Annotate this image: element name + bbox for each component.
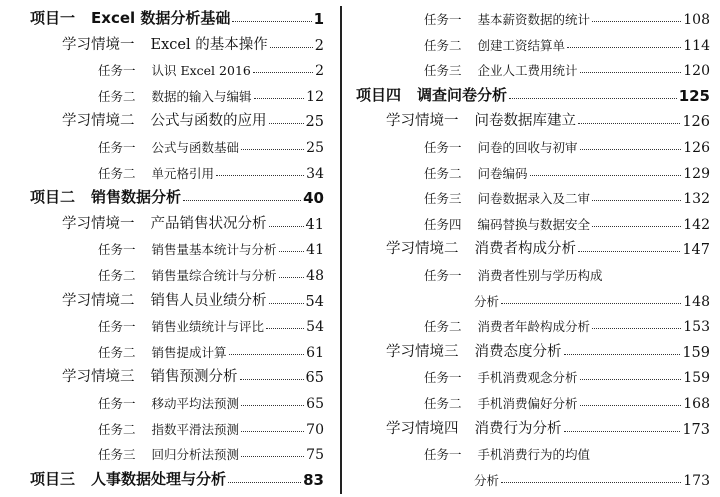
dot-leader xyxy=(241,148,304,150)
toc-entry-text: 数据的输入与编辑 xyxy=(151,88,252,104)
toc-entry-label: 任务一 xyxy=(424,12,462,27)
page-number: 54 xyxy=(306,319,324,336)
toc-entry-text: 销售量综合统计与分析 xyxy=(151,268,277,283)
toc-entry-text: 移动平均法预测 xyxy=(151,396,240,411)
dot-leader xyxy=(567,46,681,48)
toc-entry-title xyxy=(356,84,509,105)
toc-entry-title xyxy=(474,471,501,489)
toc-entry-label: 任务二 xyxy=(98,344,136,360)
dot-leader xyxy=(232,20,311,22)
toc-entry-title xyxy=(98,138,241,156)
page-number: 147 xyxy=(682,242,710,259)
dot-leader xyxy=(578,250,680,252)
toc-entry-label: 项目四 xyxy=(356,85,402,104)
toc-entry-title xyxy=(98,164,216,182)
toc-entry-text: 消费者构成分析 xyxy=(474,241,576,258)
toc-entry[interactable] xyxy=(0,160,338,182)
toc-entry-title xyxy=(98,420,241,438)
toc-entry[interactable] xyxy=(0,108,338,130)
toc-entry-text: 指数平滑法预测 xyxy=(151,421,240,437)
toc-entry-title xyxy=(62,289,269,310)
toc-entry-title xyxy=(386,417,564,438)
dot-leader xyxy=(564,353,681,355)
toc-entry-title xyxy=(30,468,228,489)
page-number: 12 xyxy=(306,88,324,105)
toc-entry-title xyxy=(424,317,592,335)
page-number: 40 xyxy=(303,189,324,208)
toc-entry[interactable] xyxy=(346,6,720,28)
dot-leader xyxy=(279,250,305,252)
toc-entry-text: 销售业绩统计与评比 xyxy=(151,319,265,335)
toc-entry-label: 任务一 xyxy=(98,319,136,335)
toc-entry-title xyxy=(98,240,279,258)
page-number: 83 xyxy=(303,470,324,489)
toc-entry-text: 问卷编码 xyxy=(477,165,528,181)
toc-entry-title xyxy=(424,164,530,182)
toc-entry-text: 手机消费观念分析 xyxy=(477,370,578,386)
toc-entry-title xyxy=(98,61,253,79)
toc-entry-label: 项目二 xyxy=(30,188,76,207)
toc-entry-title xyxy=(424,10,592,28)
toc-entry-text: Excel 的基本操作 xyxy=(150,36,268,53)
dot-leader xyxy=(501,302,681,304)
dot-leader xyxy=(592,327,681,329)
toc-entry-text: 认识 Excel 2016 xyxy=(151,63,251,79)
dot-leader xyxy=(501,481,681,483)
toc-entry-title xyxy=(424,394,580,412)
toc-entry-title xyxy=(98,394,241,412)
dot-leader xyxy=(592,225,681,227)
toc-entry-label: 任务一 xyxy=(98,396,136,411)
dot-leader xyxy=(580,404,682,406)
page-number: 25 xyxy=(306,140,324,156)
toc-entry[interactable] xyxy=(346,288,720,310)
page-number: 2 xyxy=(315,63,324,80)
toc-entry-title xyxy=(98,266,279,284)
toc-entry[interactable] xyxy=(0,6,338,28)
toc-entry-label: 学习情境四 xyxy=(386,420,459,437)
toc-entry-text: Excel 数据分析基础 xyxy=(91,9,231,27)
page-number: 34 xyxy=(306,165,324,182)
toc-entry-title xyxy=(424,189,592,207)
page-number: 159 xyxy=(682,344,710,361)
column-divider xyxy=(340,6,342,494)
toc-entry[interactable] xyxy=(346,339,720,361)
toc-entry-label: 任务三 xyxy=(424,191,462,207)
toc-entry-label: 学习情境三 xyxy=(62,369,135,386)
toc-entry-text: 消费态度分析 xyxy=(474,343,562,360)
toc-entry[interactable] xyxy=(0,416,338,438)
toc-entry-title xyxy=(30,186,183,207)
toc-entry-title xyxy=(98,445,241,463)
toc-entry-title xyxy=(386,237,578,258)
toc-entry-label: 学习情境二 xyxy=(62,292,135,309)
page-number: 48 xyxy=(306,268,324,284)
toc-entry[interactable] xyxy=(0,57,338,79)
toc-entry-text: 销售预测分析 xyxy=(150,369,238,386)
toc-entry-title xyxy=(424,368,580,386)
toc-entry-text: 编码替换与数据安全 xyxy=(477,216,591,232)
toc-entry[interactable] xyxy=(0,211,338,233)
dot-leader xyxy=(578,122,680,124)
toc-entry[interactable] xyxy=(0,467,338,489)
toc-entry-text: 销售人员业绩分析 xyxy=(150,292,267,309)
toc-entry-text: 消费者年龄构成分析 xyxy=(477,319,591,335)
toc-entry-label: 任务一 xyxy=(424,447,462,463)
toc-entry[interactable] xyxy=(346,108,720,130)
toc-entry-text: 公式与函数基础 xyxy=(151,140,240,155)
toc-entry-label: 任务一 xyxy=(424,268,462,283)
toc-entry[interactable] xyxy=(346,467,720,489)
toc-entry-label: 任务二 xyxy=(98,268,136,283)
dot-leader xyxy=(564,430,681,432)
page-number: 173 xyxy=(683,472,710,489)
toc-entry-text: 调查问卷分析 xyxy=(417,85,508,104)
toc-entry-text: 消费行为分析 xyxy=(474,420,562,437)
toc-entry[interactable] xyxy=(0,83,338,105)
toc-entry-text: 问卷数据录入及二审 xyxy=(477,191,591,207)
page-number: 173 xyxy=(682,421,710,438)
toc-entry-text: 基本薪资数据的统计 xyxy=(477,12,591,27)
toc-entry-label: 学习情境三 xyxy=(386,343,459,360)
toc-entry[interactable] xyxy=(346,236,720,258)
page-number: 108 xyxy=(683,12,710,28)
page-number: 65 xyxy=(306,396,324,412)
toc-entry-label: 任务三 xyxy=(98,447,136,463)
page-number: 1 xyxy=(313,10,324,28)
toc-entry-title xyxy=(98,87,254,105)
toc-entry-label: 任务四 xyxy=(424,216,462,232)
dot-leader xyxy=(241,430,304,432)
dot-leader xyxy=(266,327,304,329)
toc-entry-label: 任务一 xyxy=(424,140,462,155)
toc-entry-label: 任务二 xyxy=(424,319,462,335)
toc-entry-label: 任务二 xyxy=(424,37,462,53)
toc-entry-text: 销售数据分析 xyxy=(91,188,182,207)
toc-entry[interactable] xyxy=(0,32,338,54)
dot-leader xyxy=(229,353,305,355)
toc-entry[interactable] xyxy=(0,288,338,310)
dot-leader xyxy=(592,199,681,201)
page-number: 159 xyxy=(683,370,710,387)
page-number: 142 xyxy=(683,216,710,233)
page-number: 126 xyxy=(682,114,710,131)
toc-entry-text: 消费者性别与学历构成 xyxy=(477,268,603,283)
toc-entry-label: 任务二 xyxy=(98,421,136,437)
toc-entry[interactable] xyxy=(0,390,338,412)
dot-leader xyxy=(269,302,304,304)
toc-entry-label: 任务二 xyxy=(98,165,136,181)
page-number: 153 xyxy=(683,319,710,336)
toc-entry-text: 公式与函数的应用 xyxy=(150,113,267,130)
dot-leader xyxy=(216,174,304,176)
toc-entry-label: 任务一 xyxy=(98,63,136,79)
toc-entry-text: 手机消费偏好分析 xyxy=(477,396,578,411)
toc-entry[interactable] xyxy=(0,134,338,156)
dot-leader xyxy=(270,46,313,48)
toc-entry[interactable] xyxy=(0,339,338,361)
page-number: 61 xyxy=(306,344,324,361)
page-number: 75 xyxy=(306,447,324,464)
toc-entry[interactable] xyxy=(346,262,720,284)
toc-entry-text: 企业人工费用统计 xyxy=(477,63,578,79)
dot-leader xyxy=(530,174,682,176)
toc-entry-label: 学习情境一 xyxy=(62,36,135,53)
page-number: 54 xyxy=(305,293,324,310)
toc-entry[interactable] xyxy=(346,32,720,54)
toc-entry[interactable] xyxy=(0,236,338,258)
toc-entry-text: 分析 xyxy=(474,472,500,488)
dot-leader xyxy=(269,122,304,124)
toc-entry-title xyxy=(62,212,269,233)
toc-entry[interactable] xyxy=(346,134,720,156)
page-number: 70 xyxy=(306,421,324,438)
toc-entry-title xyxy=(62,33,270,54)
toc-entry-label: 任务二 xyxy=(424,396,462,411)
toc-entry[interactable] xyxy=(0,313,338,335)
dot-leader xyxy=(269,225,304,227)
toc-entry-label: 任务一 xyxy=(424,370,462,386)
toc-entry-text: 分析 xyxy=(474,293,500,309)
toc-entry-title xyxy=(386,340,564,361)
dot-leader xyxy=(592,20,681,22)
toc-entry-label: 任务三 xyxy=(424,63,462,79)
toc-entry-text: 回归分析法预测 xyxy=(151,447,240,463)
toc-entry-text: 手机消费行为的均值 xyxy=(477,447,591,463)
page-number: 25 xyxy=(305,114,324,131)
toc-entry[interactable] xyxy=(346,185,720,207)
toc-entry-text: 创建工资结算单 xyxy=(477,37,566,53)
page-number: 41 xyxy=(306,242,324,259)
toc-entry-label: 学习情境二 xyxy=(386,241,459,258)
toc-entry-title xyxy=(424,266,605,284)
page-number: 129 xyxy=(683,165,710,182)
toc-entry[interactable] xyxy=(346,57,720,79)
dot-leader xyxy=(241,455,304,457)
toc-entry-label: 项目一 xyxy=(30,9,76,27)
page-number: 126 xyxy=(683,140,710,156)
dot-leader xyxy=(253,71,313,73)
toc-entry[interactable] xyxy=(0,185,338,207)
toc-entry[interactable] xyxy=(346,441,720,463)
dot-leader xyxy=(279,276,305,278)
toc-entry-title xyxy=(424,445,592,463)
dot-leader xyxy=(580,71,682,73)
toc-entry-text: 问卷数据库建立 xyxy=(474,113,576,130)
toc-entry-text: 产品销售状况分析 xyxy=(150,215,267,232)
page-number: 41 xyxy=(305,216,324,233)
toc-entry-text: 销售量基本统计与分析 xyxy=(151,242,277,258)
toc-entry-label: 学习情境一 xyxy=(62,215,135,232)
toc-entry[interactable] xyxy=(346,211,720,233)
dot-leader xyxy=(240,378,304,380)
page-number: 65 xyxy=(305,370,324,387)
toc-entry-title xyxy=(98,343,229,361)
toc-entry-title xyxy=(62,365,240,386)
toc-entry[interactable] xyxy=(346,364,720,386)
toc-entry-title xyxy=(424,36,567,54)
toc-entry-label: 任务二 xyxy=(98,88,136,104)
toc-entry-label: 项目三 xyxy=(30,469,76,488)
page-number: 2 xyxy=(314,37,324,54)
toc-entry-title xyxy=(424,61,580,79)
toc-entry-title xyxy=(62,109,269,130)
toc-entry-title xyxy=(424,215,592,233)
toc-entry-title xyxy=(424,138,580,156)
toc-entry-label: 任务一 xyxy=(98,140,136,155)
toc-entry-text: 人事数据处理与分析 xyxy=(91,469,227,488)
dot-leader xyxy=(580,148,682,150)
toc-entry-title xyxy=(30,7,232,28)
dot-leader xyxy=(228,481,301,483)
toc-entry-title xyxy=(474,292,501,310)
toc-entry-label: 学习情境二 xyxy=(62,113,135,130)
toc-entry-label: 任务二 xyxy=(424,165,462,181)
dot-leader xyxy=(183,199,301,201)
toc-entry-text: 单元格引用 xyxy=(151,165,215,181)
page-number: 120 xyxy=(683,63,710,80)
toc-entry[interactable] xyxy=(346,313,720,335)
toc-entry-label: 任务一 xyxy=(98,242,136,258)
toc-entry-title xyxy=(386,109,578,130)
toc-entry[interactable] xyxy=(0,364,338,386)
toc-entry[interactable] xyxy=(346,83,720,105)
toc-entry[interactable] xyxy=(346,390,720,412)
dot-leader xyxy=(509,97,677,99)
dot-leader xyxy=(241,404,304,406)
toc-entry-text: 销售提成计算 xyxy=(151,344,227,360)
dot-leader xyxy=(580,378,682,380)
page-number: 114 xyxy=(683,37,710,54)
toc-entry[interactable] xyxy=(0,441,338,463)
page-number: 132 xyxy=(683,191,710,208)
page-number: 148 xyxy=(683,293,710,310)
page-number: 168 xyxy=(683,396,710,412)
toc-entry[interactable] xyxy=(346,160,720,182)
toc-entry-title xyxy=(98,317,266,335)
dot-leader xyxy=(254,97,305,99)
page-number: 125 xyxy=(678,86,710,105)
toc-entry[interactable] xyxy=(346,416,720,438)
toc-entry[interactable] xyxy=(0,262,338,284)
toc-entry-label: 学习情境一 xyxy=(386,113,459,130)
toc-entry-text: 问卷的回收与初审 xyxy=(477,140,578,155)
